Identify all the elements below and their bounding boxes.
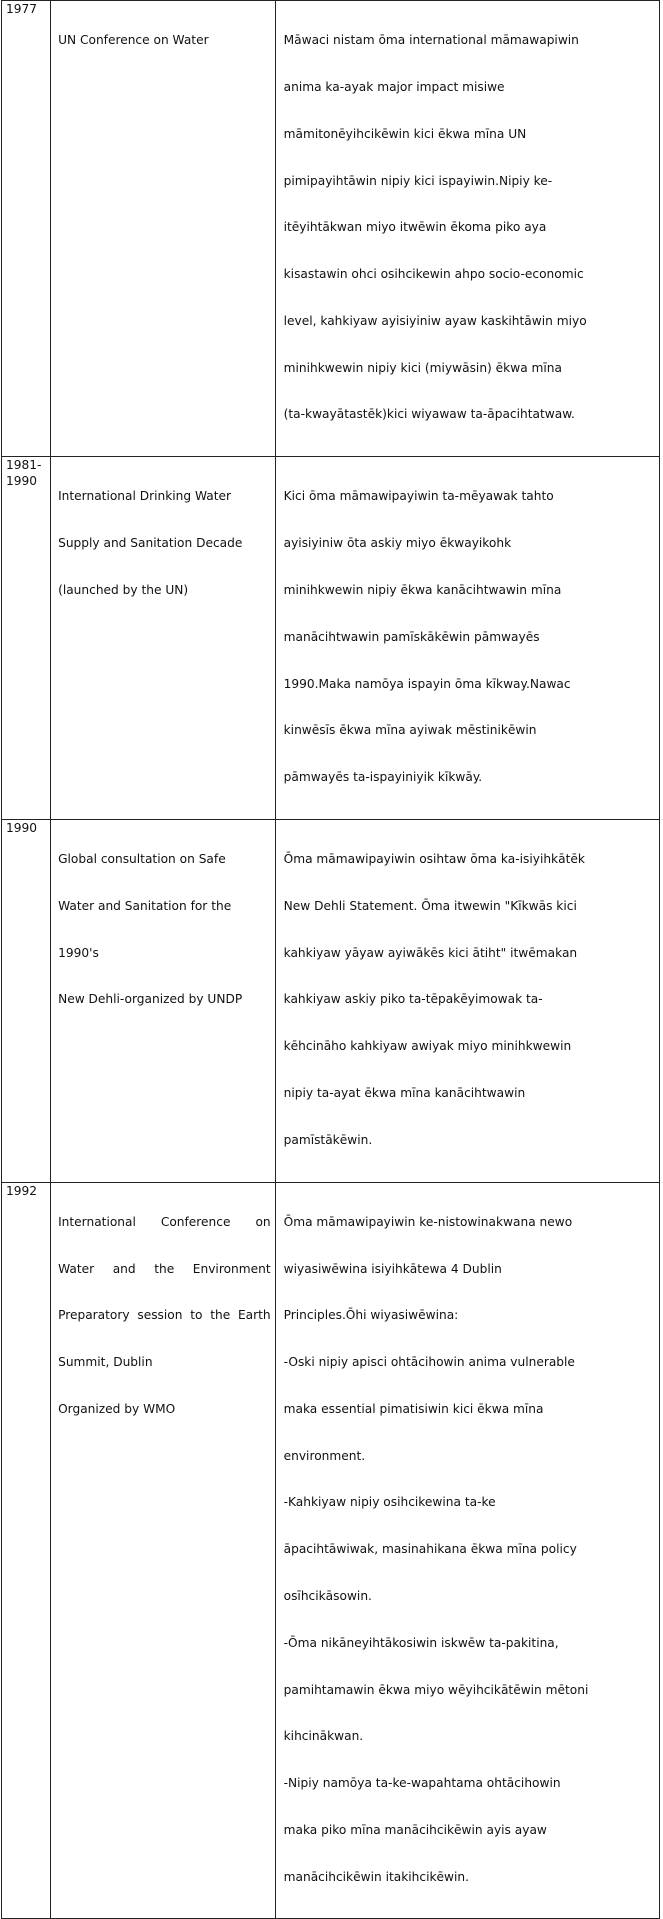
event-cell (51, 819, 276, 1182)
description-line: (ta-kwayātastēk)kici wiyawaw ta-āpacihtatwaw. (283, 407, 575, 422)
description-line: 1990.Maka namōya ispayin ōma kīkway.Nawac (283, 676, 571, 691)
table-row (2, 1182, 660, 1919)
description-line: nipiy ta-ayat ēkwa mīna kanācihtwawin (283, 1085, 526, 1100)
description-line: pimipayihtāwin nipiy kici ispayiwin.Nipiy ke- (283, 173, 553, 188)
description-line: kēhcināho kahkiyaw awiyak miyo minihkwewin (283, 1039, 572, 1054)
description-line: kisastawin ohci osihcikewin ahpo socio-economic (283, 267, 584, 282)
description-line: itēyihtākwan miyo itwēwin ēkoma piko aya (283, 220, 547, 235)
description-line: kinwēsīs ēkwa mīna ayiwak mēstinikēwin (283, 723, 537, 738)
description-line: manācihtwawin pamīskākēwin pāmwayēs (283, 629, 540, 644)
event-line: Supply and Sanitation Decade (58, 536, 243, 551)
year-cell: 1977 (2, 1, 51, 457)
table-row (2, 1, 660, 457)
event-cell (51, 1182, 276, 1919)
event-line: Preparatory session to the Earth (58, 1308, 271, 1323)
year-cell: 1981- 1990 (2, 457, 51, 820)
description-line: New Dehli Statement. Ōma itwewin "Kīkwās kici (283, 898, 577, 913)
description-line: osīhcikāsowin. (283, 1588, 372, 1603)
event-line: Summit, Dublin (58, 1355, 153, 1370)
description-line: āpacihtāwiwak, masinahikana ēkwa mīna policy (283, 1542, 577, 1557)
description-line: pāmwayēs ta-ispayiniyik kīkwāy. (283, 770, 483, 785)
event-line: 1990's (58, 945, 99, 960)
description-line: manācihcikēwin itakihcikēwin. (283, 1869, 469, 1884)
description-line: -Nipiy namōya ta-ke-wapahtama ohtācihowin (283, 1776, 561, 1791)
description-line: minihkwewin nipiy ēkwa kanācihtwawin mīna (283, 582, 562, 597)
event-cell (51, 457, 276, 820)
description-line: level, kahkiyaw ayisiyiniw ayaw kaskihtāwin miyo (283, 313, 587, 328)
description-line: Ōma māmawipayiwin ke-nistowinakwana newo (283, 1214, 573, 1229)
description-line: pamihtamawin ēkwa miyo wēyihcikātēwin mētoni (283, 1682, 589, 1697)
event-line: International Drinking Water (58, 489, 232, 504)
description-cell (275, 1, 659, 457)
description-line: pamīstākēwin. (283, 1132, 373, 1147)
description-line: māmitonēyihcikēwin kici ēkwa mīna UN (283, 126, 527, 141)
description-line: Ōma māmawipayiwin osihtaw ōma ka-isiyihkātēk (283, 852, 585, 867)
description-line: -Ōma nikāneyihtākosiwin iskwēw ta-pakitina, (283, 1635, 559, 1650)
event-line: Water and the Environment (58, 1261, 271, 1276)
description-line: anima ka-ayak major impact misiwe (283, 79, 505, 94)
description-line: kahkiyaw askiy piko ta-tēpakēyimowak ta- (283, 992, 543, 1007)
events-table (1, 0, 660, 1919)
event-line: UN Conference on Water (58, 33, 209, 48)
description-line: maka essential pimatisiwin kici ēkwa mīna (283, 1401, 544, 1416)
year-cell: 1990 (2, 819, 51, 1182)
description-line: kihcinākwan. (283, 1729, 364, 1744)
description-cell (275, 819, 659, 1182)
description-line: Māwaci nistam ōma international māmawapiwin (283, 33, 579, 48)
description-line: environment. (283, 1448, 366, 1463)
description-line: kahkiyaw yāyaw ayiwākēs kici ātiht" itwēmakan (283, 945, 578, 960)
event-line: Organized by WMO (58, 1401, 176, 1416)
description-line: minihkwewin nipiy kici (miywāsin) ēkwa mīna (283, 360, 562, 375)
description-cell (275, 1182, 659, 1919)
table-row (2, 819, 660, 1182)
description-line: maka piko mīna manācihcikēwin ayis ayaw (283, 1822, 547, 1837)
event-line: New Dehli-organized by UNDP (58, 992, 243, 1007)
event-line: Global consultation on Safe (58, 852, 226, 867)
event-cell (51, 1, 276, 457)
table-row (2, 457, 660, 820)
description-line: -Oski nipiy apisci ohtācihowin anima vulnerable (283, 1355, 575, 1370)
event-line: Water and Sanitation for the (58, 898, 232, 913)
year-cell: 1992 (2, 1182, 51, 1919)
description-line: wiyasiwēwina isiyihkātewa 4 Dublin (283, 1261, 502, 1276)
description-line: Kici ōma māmawipayiwin ta-mēyawak tahto (283, 489, 554, 504)
description-line: Principles.Ōhi wiyasiwēwina: (283, 1308, 459, 1323)
event-line: (launched by the UN) (58, 582, 189, 597)
description-cell (275, 457, 659, 820)
description-line: ayisiyiniw ōta askiy miyo ēkwayikohk (283, 536, 512, 551)
event-line: International Conference on (58, 1214, 271, 1229)
description-line: -Kahkiyaw nipiy osihcikewina ta-ke (283, 1495, 496, 1510)
